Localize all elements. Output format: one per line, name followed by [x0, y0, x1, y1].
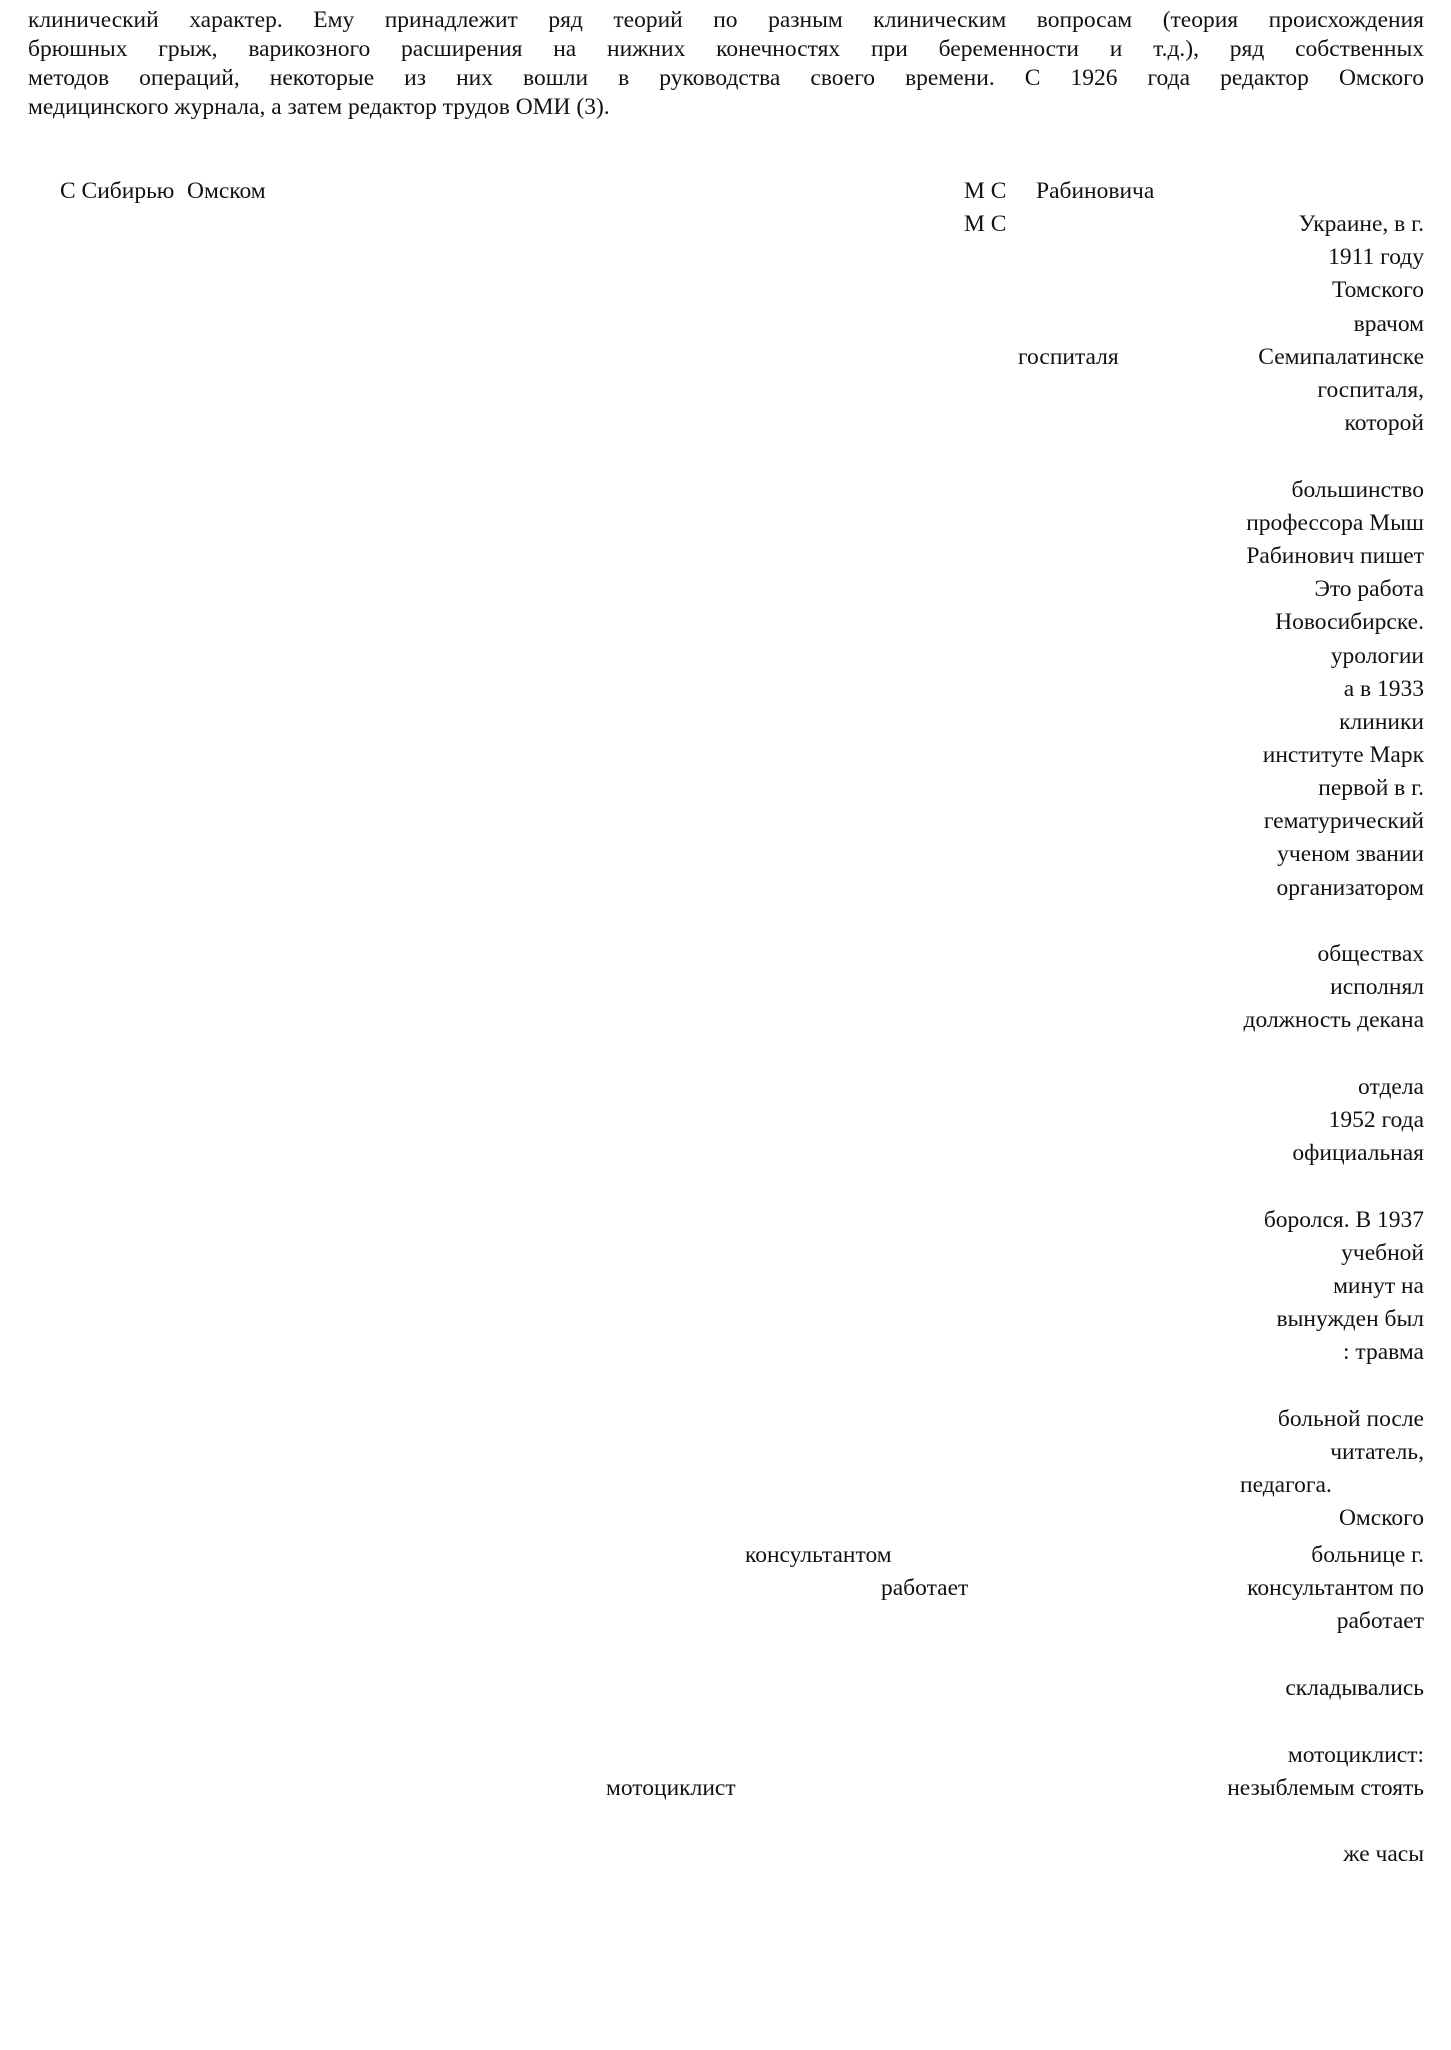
fragment-text: мотоциклист: — [1287, 1742, 1424, 1768]
fragment-text: больнице г. — [1311, 1542, 1424, 1568]
fragment-text: консультантом — [745, 1542, 892, 1568]
fragment-text: незыблемым стоять — [1227, 1775, 1424, 1801]
fragment-text: профессора Мыш — [1246, 510, 1424, 536]
fragment-text: М С — [964, 178, 1007, 204]
fragment-text: С Сибирью — [60, 178, 175, 204]
fragment-text: Это работа — [1314, 576, 1424, 602]
paragraph-line: клинический характер. Ему принадлежит ряд теорий по разным клиническим вопросам (теория происхождения — [28, 7, 1424, 33]
fragment-text: боролся. В 1937 — [1263, 1207, 1424, 1233]
fragment-text: Новосибирске. — [1275, 609, 1424, 635]
fragment-text: педагога. — [1240, 1472, 1332, 1498]
fragment-text: складывались — [1285, 1675, 1424, 1701]
fragment-text: гематурический — [1263, 808, 1424, 834]
fragment-text: клиники — [1339, 709, 1424, 735]
fragment-text: Томского — [1332, 277, 1424, 303]
fragment-text: Рабинович пишет — [1246, 543, 1424, 569]
fragment-text: ученом звании — [1277, 841, 1424, 867]
fragment-text: госпиталя — [1018, 344, 1119, 370]
fragment-text: : травма — [1343, 1339, 1424, 1365]
fragment-text: первой в г. — [1318, 775, 1424, 801]
fragment-text: Семипалатинске — [1258, 344, 1424, 370]
fragment-text: работает — [881, 1575, 969, 1601]
fragment-text: же часы — [1343, 1841, 1424, 1867]
fragment-text: обществах — [1317, 941, 1424, 967]
paragraph-line: брюшных грыж, варикозного расширения на нижних конечностях при беременности и т.д.), ряд собственных — [28, 36, 1424, 62]
fragment-text: институте Марк — [1262, 742, 1424, 768]
fragment-text: Рабиновича — [1036, 178, 1155, 204]
paragraph-line: медицинского журнала, а затем редактор трудов ОМИ (3). — [28, 94, 610, 120]
fragment-text: госпиталя, — [1317, 377, 1424, 403]
fragment-text: Омского — [1338, 1505, 1424, 1531]
fragment-text: врачом — [1353, 311, 1424, 337]
fragment-text: 1911 году — [1328, 244, 1424, 270]
fragment-text: минут на — [1333, 1273, 1424, 1299]
fragment-text: отдела — [1358, 1074, 1424, 1100]
fragment-text: больной после — [1277, 1406, 1424, 1432]
fragment-text: вынужден был — [1276, 1306, 1424, 1332]
fragment-text: а в 1933 — [1343, 676, 1424, 702]
fragment-text: 1952 года — [1328, 1107, 1424, 1133]
fragment-text: должность декана — [1243, 1007, 1424, 1033]
fragment-text: урологии — [1330, 643, 1424, 669]
fragment-text: официальная — [1292, 1140, 1424, 1166]
fragment-text: М С — [964, 211, 1007, 237]
fragment-text: которой — [1344, 410, 1424, 436]
paragraph-line: методов операций, некоторые из них вошли в руководства своего времени. С 1926 года редактор Омского — [28, 65, 1424, 91]
fragment-text: Омском — [187, 178, 266, 204]
fragment-text: мотоциклист — [606, 1775, 736, 1801]
fragment-text: работает — [1336, 1608, 1424, 1634]
fragment-text: консультантом по — [1247, 1575, 1424, 1601]
fragment-text: организатором — [1276, 875, 1424, 901]
fragment-text: исполнял — [1330, 974, 1424, 1000]
fragment-text: учебной — [1341, 1240, 1424, 1266]
fragment-text: Украине, в г. — [1298, 211, 1424, 237]
fragment-text: большинство — [1291, 477, 1424, 503]
fragment-text: читатель, — [1330, 1439, 1424, 1465]
intro-paragraph — [28, 6, 1424, 122]
